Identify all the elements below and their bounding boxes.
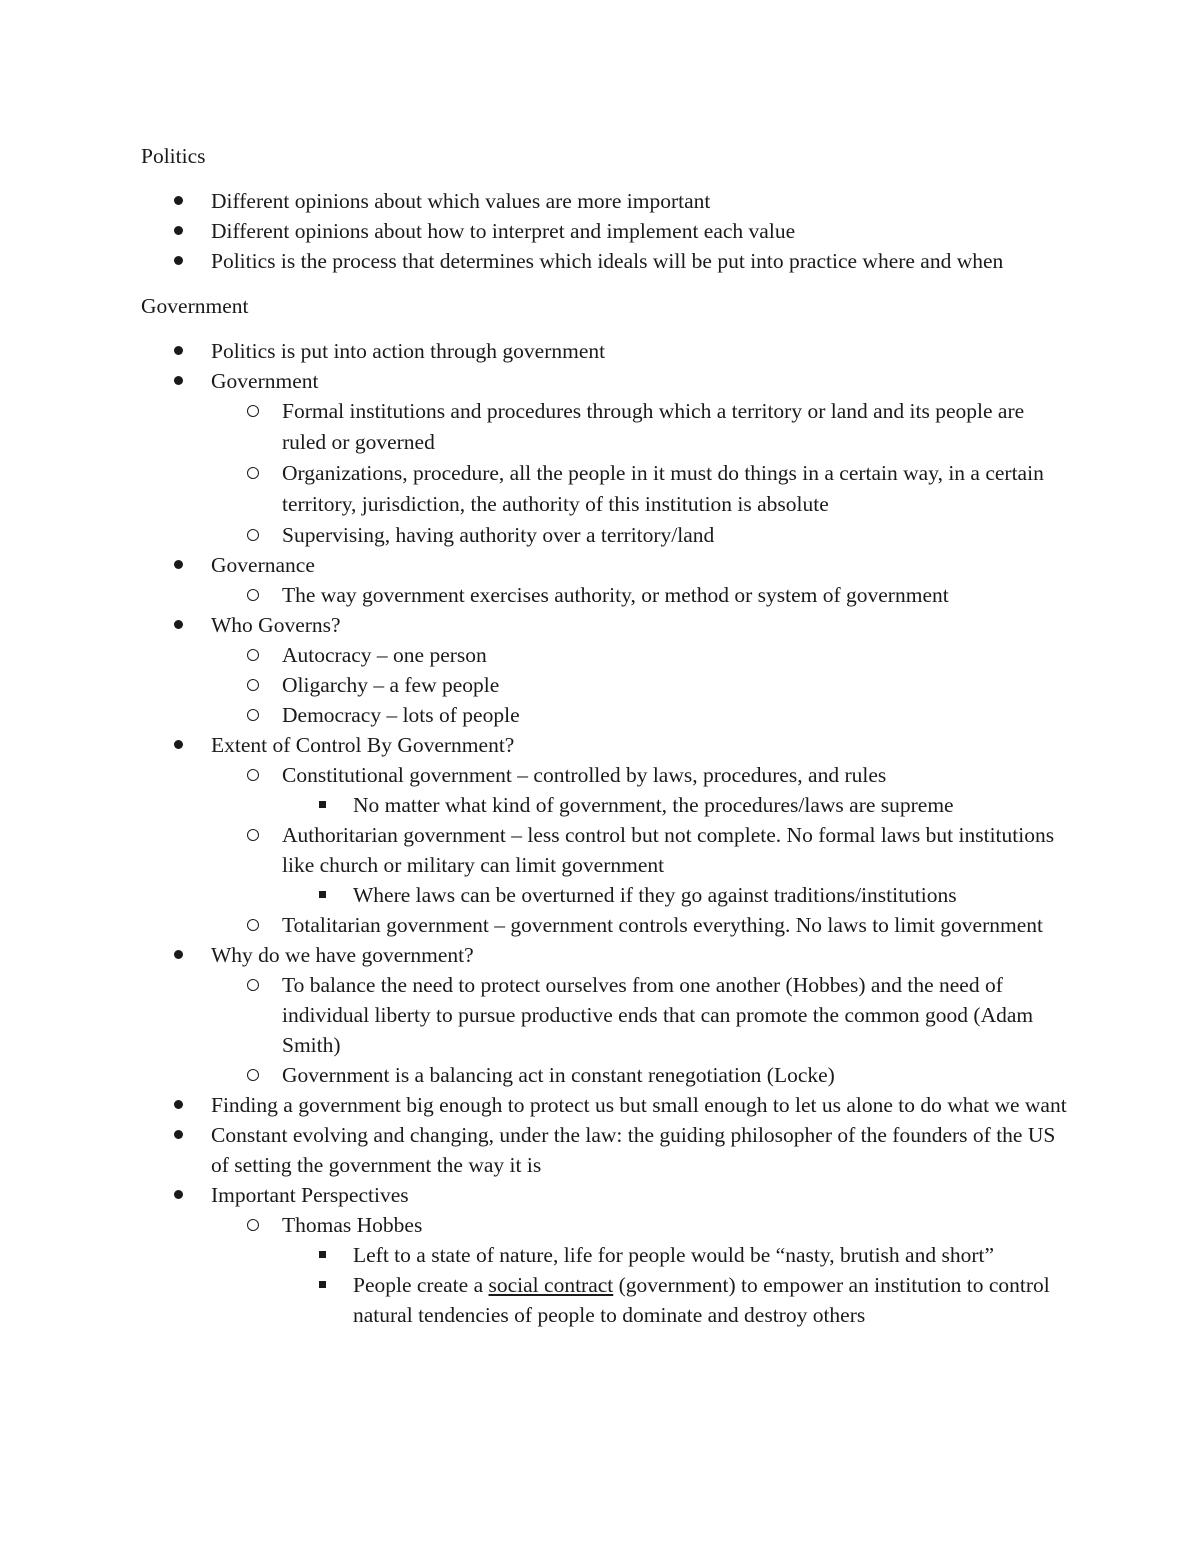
sub-list xyxy=(281,1210,1071,1330)
square-bullet-icon xyxy=(319,801,326,808)
bullet-icon xyxy=(174,376,183,385)
sub-sub-list-item: No matter what kind of government, the procedures/laws are supreme xyxy=(282,790,1071,820)
circle-bullet-icon xyxy=(247,769,259,781)
bullet-icon xyxy=(174,740,183,749)
list-item: Important Perspectives Thomas Hobbes Left to a state of nature, life for people would be “nasty, brutish and short” People create a social contract (government) to empower an institution to control natural tendencies of people to dominate and destroy others xyxy=(141,1180,1071,1330)
bullet-icon xyxy=(174,256,183,265)
list-item: Politics is put into action through government xyxy=(141,336,1071,366)
list-item: Different opinions about which values are more important xyxy=(141,186,1071,216)
sub-list-item: Supervising, having authority over a territory/land xyxy=(211,520,1071,550)
bullet-icon xyxy=(174,1190,183,1199)
list-item: Government Formal institutions and procedures through which a territory or land and its people are ruled or governed Organizations, procedure, all the people in it must do things in a certain way, in a certain territory, jurisdiction, the authority of this institution is absolute Supervising, having authority over a territory/land xyxy=(141,366,1071,550)
list-item: Extent of Control By Government? Constitutional government – controlled by laws, procedures, and rules No matter what kind of government, the procedures/laws are supreme Authoritarian government – less control but not complete. No formal laws but institutions like church or military can limit government Where laws can be overturned if they go against traditions/institutions Totalitarian government – government controls everything. No laws to limit government xyxy=(141,730,1071,940)
list-item: Why do we have government? To balance the need to protect ourselves from one another (Hobbes) and the need of individual liberty to pursue productive ends that can promote the common good (Adam Smith) Government is a balancing act in constant renegotiation (Locke) xyxy=(141,940,1071,1090)
bullet-icon xyxy=(174,950,183,959)
bullet-icon xyxy=(174,1130,183,1139)
politics-list xyxy=(141,186,1071,276)
list-item: Different opinions about how to interpret and implement each value xyxy=(141,216,1071,246)
circle-bullet-icon xyxy=(247,679,259,691)
sub-list xyxy=(281,970,1071,1090)
bullet-icon xyxy=(174,196,183,205)
sub-list-item: Autocracy – one person xyxy=(211,640,1071,670)
government-list xyxy=(141,336,1071,1330)
bullet-icon xyxy=(174,226,183,235)
sub-list-item: Democracy – lots of people xyxy=(211,700,1071,730)
circle-bullet-icon xyxy=(247,1219,259,1231)
circle-bullet-icon xyxy=(247,405,259,417)
square-bullet-icon xyxy=(319,891,326,898)
sub-list-item: Oligarchy – a few people xyxy=(211,670,1071,700)
circle-bullet-icon xyxy=(247,467,259,479)
list-item: Politics is the process that determines which ideals will be put into practice where and when xyxy=(141,246,1071,276)
circle-bullet-icon xyxy=(247,529,259,541)
sub-list xyxy=(281,396,1071,550)
heading-politics: Politics xyxy=(141,144,206,168)
circle-bullet-icon xyxy=(247,829,259,841)
bullet-icon xyxy=(174,560,183,569)
sub-list-item: Government is a balancing act in constant renegotiation (Locke) xyxy=(211,1060,1071,1090)
circle-bullet-icon xyxy=(247,919,259,931)
social-contract-text: People create a social contract (government) to empower an institution to control natural tendencies of people to dominate and destroy others xyxy=(353,1273,1050,1327)
sub-sub-list-item xyxy=(282,1270,1071,1330)
sub-list-item: To balance the need to protect ourselves from one another (Hobbes) and the need of individual liberty to pursue productive ends that can promote the common good (Adam Smith) xyxy=(211,970,1071,1060)
sub-list-item: Authoritarian government – less control but not complete. No formal laws but institutions like church or military can limit government Where laws can be overturned if they go against traditions/institutions xyxy=(211,820,1071,910)
list-item: Who Governs? Autocracy – one person Oligarchy – a few people Democracy – lots of people xyxy=(141,610,1071,730)
sub-list-item: The way government exercises authority, or method or system of government xyxy=(211,580,1071,610)
sub-sub-list xyxy=(353,1240,1071,1330)
list-item: Governance The way government exercises authority, or method or system of government xyxy=(141,550,1071,610)
list-item: Constant evolving and changing, under the law: the guiding philosopher of the founders of the US of setting the government the way it is xyxy=(141,1120,1071,1180)
sub-list-item: Organizations, procedure, all the people in it must do things in a certain way, in a certain territory, jurisdiction, the authority of this institution is absolute xyxy=(211,458,1071,520)
social-contract-term: social contract xyxy=(488,1273,614,1297)
sub-list xyxy=(281,580,1071,610)
circle-bullet-icon xyxy=(247,589,259,601)
list-item: Finding a government big enough to protect us but small enough to let us alone to do what we want xyxy=(141,1090,1071,1120)
bullet-icon xyxy=(174,346,183,355)
sub-list-item: Constitutional government – controlled by laws, procedures, and rules No matter what kind of government, the procedures/laws are supreme xyxy=(211,760,1071,820)
square-bullet-icon xyxy=(319,1281,326,1288)
sub-sub-list xyxy=(353,880,1071,910)
sub-list-item: Formal institutions and procedures through which a territory or land and its people are ruled or governed xyxy=(211,396,1071,458)
bullet-icon xyxy=(174,620,183,629)
bullet-icon xyxy=(174,1100,183,1109)
heading-government: Government xyxy=(141,294,249,318)
sub-list xyxy=(281,640,1071,730)
sub-sub-list-item: Left to a state of nature, life for people would be “nasty, brutish and short” xyxy=(282,1240,1071,1270)
circle-bullet-icon xyxy=(247,979,259,991)
square-bullet-icon xyxy=(319,1251,326,1258)
sub-sub-list xyxy=(353,790,1071,820)
circle-bullet-icon xyxy=(247,709,259,721)
circle-bullet-icon xyxy=(247,649,259,661)
sub-list xyxy=(281,760,1071,940)
sub-list-item: Thomas Hobbes Left to a state of nature, life for people would be “nasty, brutish and short” People create a social contract (government) to empower an institution to control natural tendencies of people to dominate and destroy others xyxy=(211,1210,1071,1330)
circle-bullet-icon xyxy=(247,1069,259,1081)
sub-sub-list-item: Where laws can be overturned if they go against traditions/institutions xyxy=(282,880,1071,910)
sub-list-item: Totalitarian government – government controls everything. No laws to limit government xyxy=(211,910,1071,940)
document-page xyxy=(141,141,1071,1330)
